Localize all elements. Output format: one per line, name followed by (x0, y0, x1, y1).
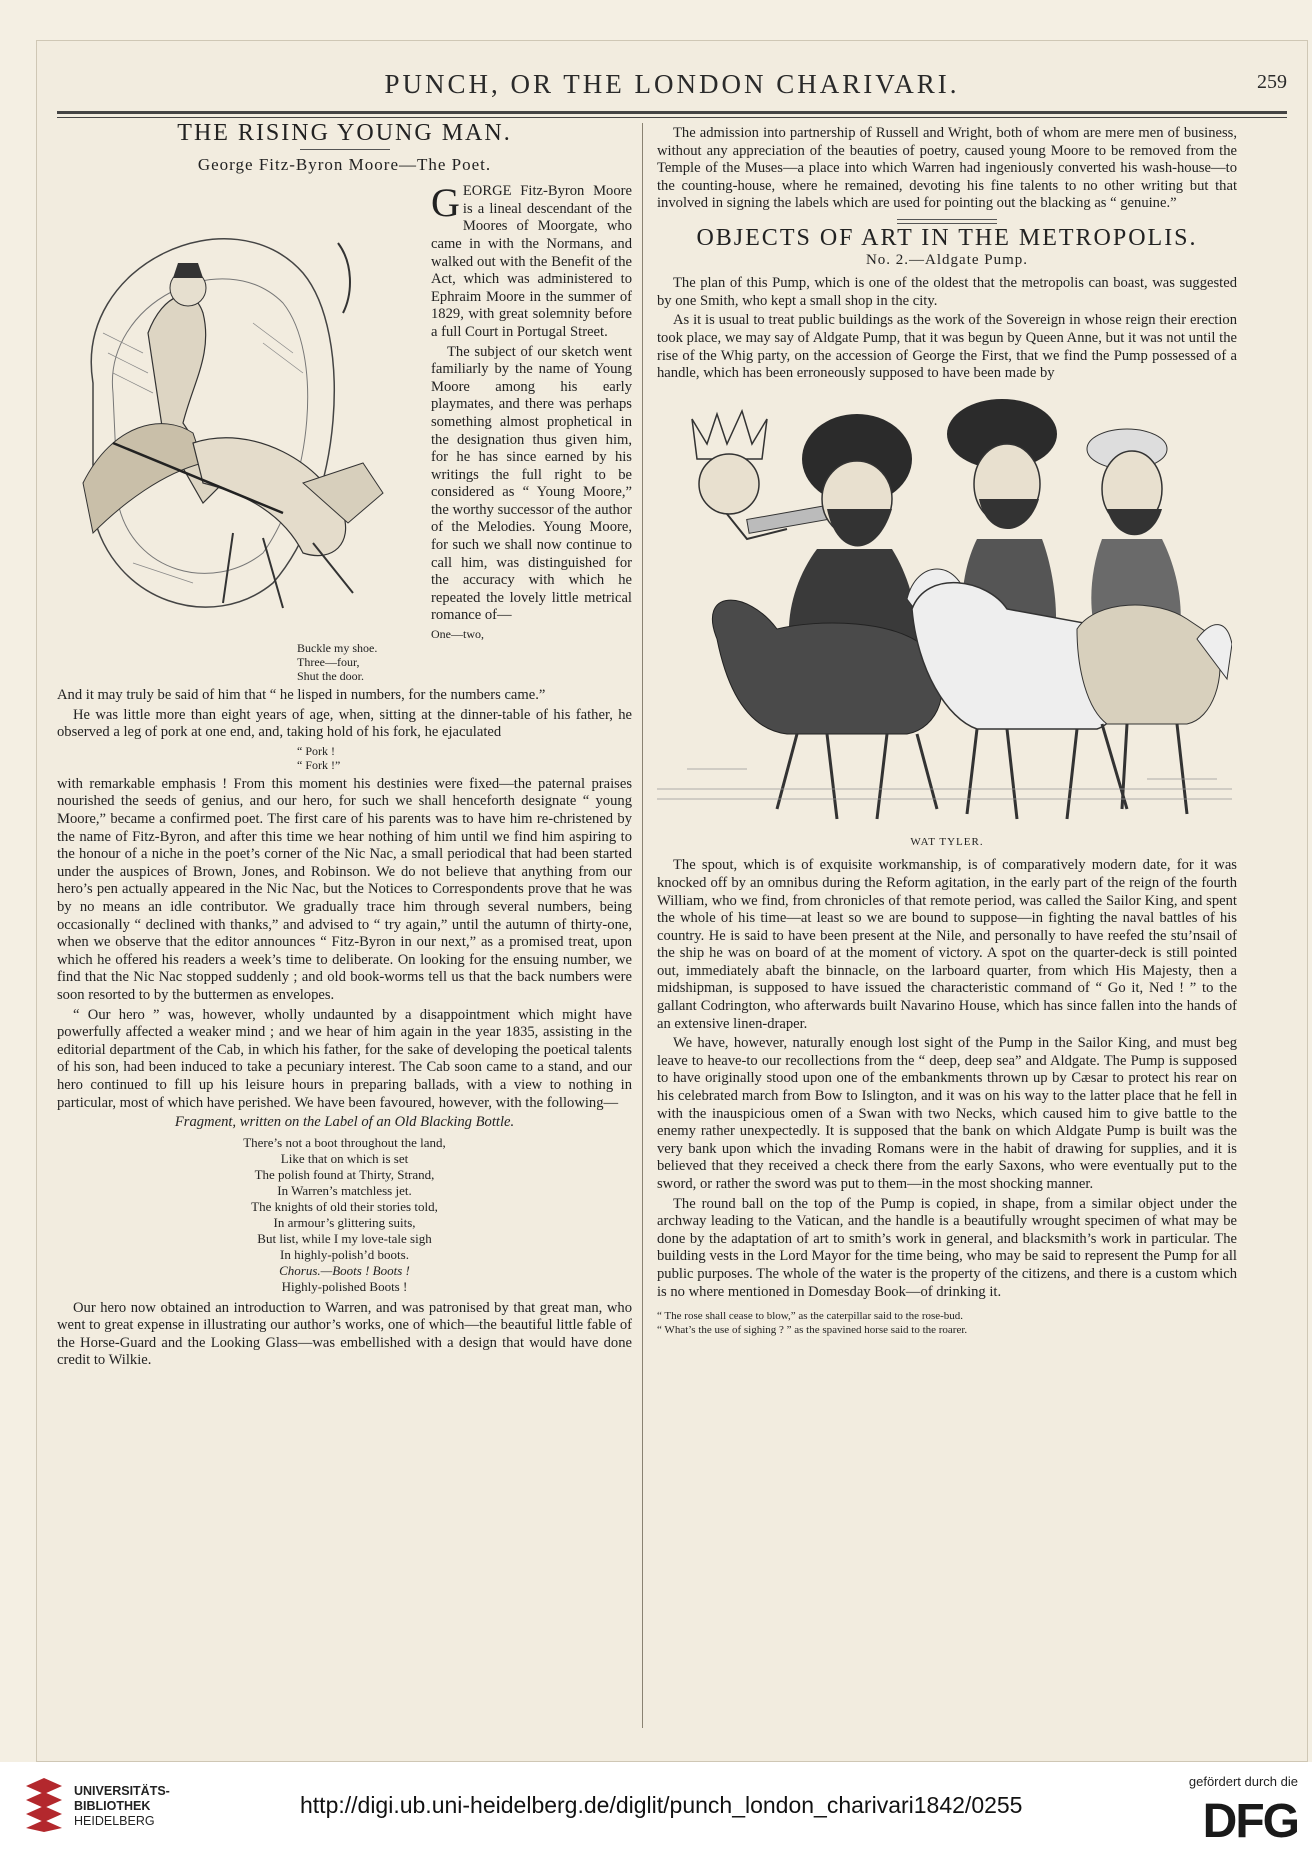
footnote: “ What’s the use of sighing ? ” as the spavined horse said to the roarer. (657, 1324, 968, 1337)
verse-line: In highly-polish’d boots. (280, 1246, 409, 1262)
drop-cap: G (431, 180, 460, 226)
verse-line: The polish found at Thirty, Strand, (254, 1166, 435, 1182)
sponsor-text: gefördert durch die (1188, 1774, 1298, 1789)
separator (300, 149, 390, 150)
page-number: 259 (1257, 71, 1287, 93)
paragraph: The plan of this Pump, which is one of the oldest that the metropolis can boast, was suggested by one Smith, who kept a small shop in the city. (657, 275, 1237, 309)
article-subtitle: George Fitz-Byron Moore—The Poet. (197, 154, 492, 174)
poet-on-horse-illustration (53, 183, 423, 638)
source-url-link[interactable]: http://digi.ub.uni-heidelberg.de/diglit/punch_london_charivari1842/0255 (300, 1792, 1023, 1818)
paragraph: The subject of our sketch went familiarly by the name of Young Moore among his early playmates, and there was perhaps something almost prophetical in the designation thus given him, for he has since earned by his writings the full right to be considered as “ Young Moore,” the worthy successor of the author of the Melodies. Young Moore, for such we shall now continue to call him, was distinguished for the accuracy with which he repeated the lovely little metrical romance of— (431, 343, 632, 624)
chorus-line: Highly-polished Boots ! (281, 1278, 408, 1294)
uni-line: HEIDELBERG (74, 1814, 155, 1828)
fragment-title: Fragment, written on the Label of an Old Blacking Bottle. (174, 1114, 515, 1131)
riders-illustration (657, 389, 1232, 834)
verse-line: Three—four, (297, 655, 360, 670)
paragraph: As it is usual to treat public buildings as the work of the Sovereign in whose reign their erection took place, we may say of Aldgate Pump, that it was begun by Queen Anne, but it was not until the rise of the Whig party, on the accession of George the First, that we find the Pump possessed of a handle, which has been erroneously supposed to have been made by (657, 312, 1237, 382)
article-title: THE RISING YOUNG MAN. (177, 120, 512, 146)
paragraph: The spout, which is of exquisite workmanship, is of comparatively modern date, for it was knocked off by an omnibus during the Reform agitation, in the early part of the reign of the fourth William, who we find, from chronicles of that remote period, was called the Sailor King, and spent the whole of his time—at least so we are bound to suppose—in fighting the naval battles of his country. He is said to have been present at the Nile, and personally to have reefed the stu’nsail of the ship he was on board of at the moment of victory. A spot on the quarter-deck is still pointed out, immediately abaft the binnacle, on the larboard quarter, from which His Majesty, then a midshipman, is supposed to have issued the characteristic command of “ Go it, Ned ! ” to the gallant Codrington, who afterwards built Navarino House, which has since fallen into the hands of an extensive linen-draper. (657, 857, 1237, 1032)
left-column (57, 120, 632, 1372)
section-title: OBJECTS OF ART IN THE METROPOLIS. (696, 224, 1198, 251)
verse-line: In Warren’s matchless jet. (277, 1182, 412, 1198)
wat-tyler-illustration (657, 389, 1232, 834)
illustration-caption: WAT TYLER. (910, 835, 984, 848)
chorus-line: Chorus.—Boots ! Boots ! (279, 1262, 410, 1278)
pork-verse (297, 744, 632, 772)
verse-line: “ Pork ! (297, 743, 335, 758)
paragraph: We have, however, naturally enough lost sight of the Pump in the Sailor King, and must beg leave to heave-to our recollections from the “ deep, deep sea” and Aldgate. The Pump is supposed to have originally stood upon one of the embankments thrown up by Cæsar to protect his rear on his celebrated march from Bow to Islington, and it was on his way to the latter place that he fell in with the inauspicious omen of a Swan with two Necks, which caused him to give battle to the enemy rather unexpectedly. It is supposed that the bank on which Aldgate Pump is built was the very bank upon which the invading Romans were in the habit of drawing for supplies, and it is believed that they received a check there from the early Saxons, who were eventually put to the sword, or rather the sword was put to them—in the most shocking manner. (657, 1035, 1237, 1192)
fragment-verse (57, 1135, 632, 1295)
university-library-name (74, 1784, 170, 1829)
verse-line: Shut the door. (297, 669, 365, 684)
paragraph: Our hero now obtained an introduction to Warren, and was patronised by that great man, who went to great expense in illustrating our author’s works, one of which—the beautiful little fable of the Horse-Guard and the Looking Glass—was embellished with a design that would have done credit to Wilkie. (57, 1299, 632, 1369)
verse-line: But list, while I my love-tale sigh (257, 1230, 432, 1246)
paragraph: The admission into partnership of Russell and Wright, both of whom are mere men of business, without any appreciation of the beauties of poetry, caused young Moore to be removed from the Temple of the Muses—a place into which Warren had ingeniously converted his wash-house—to the counting-house, where he remained, devoting his fine talents to no other writing but that involved in signing the labels which are used for pointing out the blacking as “ genuine.” (657, 125, 1237, 212)
verse-line: “ Fork !” (297, 757, 341, 772)
paragraph: The round ball on the top of the Pump is copied, in shape, from a similar object under the archway leading to the Vatican, and the handle is a beautifully wrought specimen of what may be done by the adaptation of art to smith’s work in general, and blacksmith’s work in particular. The building vests in the Lord Mayor for the time being, who may be said to represent the Pump for all public purposes. The whole of the water is the property of the citizens, and there is a custom which is no where mentioned in Domesday Book—of drinking it. (657, 1195, 1237, 1300)
paragraph: And it may truly be said of him that “ he lisped in numbers, for the numbers came.” (57, 687, 546, 704)
header-rule-thin (57, 117, 1287, 118)
footnote: “ The rose shall cease to blow,” as the caterpillar said to the rose-bud. (657, 1310, 964, 1323)
paragraph: “ Our hero ” was, however, wholly undaunted by a disappointment which might have powerfully affected a weaker mind ; and we hear of him again in the year 1835, assisting in the editorial department of the Cab, in which his father, for the sake of developing the poetical talents of his son, had been induced to take a pecuniary interest. The Cab soon came to a stand, and our hero continued to fill up his leisure hours in preparing ballads, with a view to nothing in particular, most of which have perished. We have been favoured, however, with the following— (57, 1006, 632, 1111)
verse-line: There’s not a boot throughout the land, (243, 1134, 446, 1150)
header-rule (57, 111, 1287, 114)
uni-line: BIBLIOTHEK (74, 1799, 151, 1813)
poet-illustration (53, 183, 423, 638)
uni-line: UNIVERSITÄTS- (74, 1784, 170, 1798)
verse-line: One—two, (431, 627, 484, 642)
newspaper-page (36, 40, 1308, 1762)
dfg-logo: DFG (1202, 1795, 1298, 1848)
verse-line: Like that on which is set (280, 1150, 409, 1166)
column-divider (642, 123, 643, 1728)
verse-line: The knights of old their stories told, (251, 1198, 438, 1214)
paragraph: with remarkable emphasis ! From this moment his destinies were fixed—the paternal praises nourished the seeds of genius, and our hero, for such we shall henceforth designate “ young Moore,” became a confirmed poet. The first care of his parents was to have him re-christened by the name of Fitz-Byron, and after this time we hear nothing of him until we find him aspiring to the honour of a niche in the poet’s corner of the Nic Nac, a small periodical that had been started under the auspices of Brown, Jones, and Robinson. We do not believe that anything from our hero’s pen actually appeared in the Nic Nac, but the Notices to Correspondents prove that he was by no means an idle contributor. We gradually trace him through several numbers, being occasionally “ declined with thanks,” and advised to “ try again,” until the autumn of thirty-one, when we observe that the editor announces “ Fitz-Byron in our next,” as a promised treat, upon which he offered his readers a week’s time to deliberate. On looking for the ensuing number, we find that the Nic Nac stopped suddenly ; and old book-worms tell us that the back numbers were soon resorted to by the buttermen as envelopes. (57, 775, 632, 1003)
paragraph-text: EORGE Fitz-Byron Moore is a lineal descendant of the Moores of Moorgate, who came in with the Normans, and walked out with the Benefit of the Act, which was administered to Ephraim Moore in the summer of 1829, with great solemnity before a full Court in Portugal Street. (431, 183, 632, 340)
university-library-logo-icon (22, 1776, 66, 1832)
page-header: PUNCH, OR THE LONDON CHARIVARI. (384, 69, 960, 99)
right-column (657, 125, 1237, 1337)
double-separator (897, 219, 997, 224)
digitization-footer (0, 1762, 1312, 1855)
verse-line: In armour’s glittering suits, (273, 1214, 416, 1230)
section-number: No. 2.—Aldgate Pump. (865, 251, 1029, 268)
paragraph: He was little more than eight years of age, when, sitting at the dinner-table of his father, he observed a leg of pork at one end, and, taking hold of his fork, he ejaculated (57, 706, 632, 741)
verse-line: Buckle my shoe. (297, 641, 378, 656)
